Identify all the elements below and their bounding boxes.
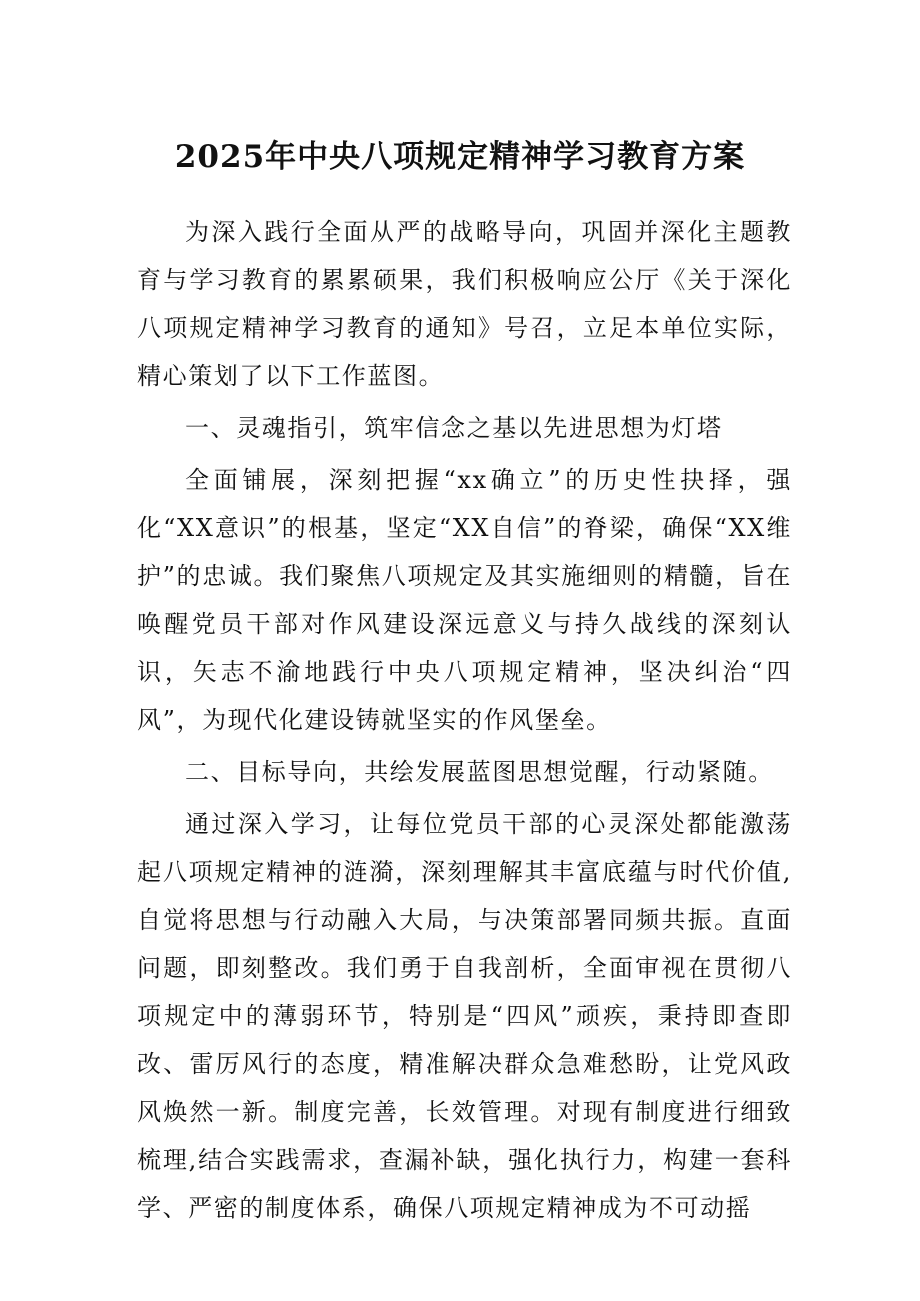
document-title: 2025年中央八项规定精神学习教育方案 xyxy=(174,138,746,175)
section-heading-1: 一、灵魂指引，筑牢信念之基以先进思想为灯塔 xyxy=(185,414,723,442)
section-1-paragraph: 全面铺展，深刻把握“xx确立”的历史性抉择，强化“XX意识”的根基，坚定“XX自信”的脊梁，确保“XX维护”的忠诚。我们聚焦八项规定及其实施细则的精髓，旨在唤醒党员干部对作风建设深远意义与持久战线的深刻认识，矢志不渝地践行中央八项规定精神，坚决纠治“四风”，为现代化建设铸就坚实的作风堡垒。 xyxy=(137,466,792,734)
document-body xyxy=(137,208,792,1236)
section-heading-2: 二、目标导向，共绘发展蓝图思想觉醒，行动紧随。 xyxy=(185,758,774,786)
section-2-paragraph: 通过深入学习，让每位党员干部的心灵深处都能激荡起八项规定精神的涟漪，深刻理解其丰富底蕴与时代价值,自觉将思想与行动融入大局，与决策部署同频共振。直面问题，即刻整改。我们勇于自我剖析，全面审视在贯彻八项规定中的薄弱环节，特别是“四风”顽疾，秉持即查即改、雷厉风行的态度，精准解决群众急难愁盼，让党风政风焕然一新。制度完善，长效管理。对现有制度进行细致梳理,结合实践需求，查漏补缺，强化执行力，构建一套科学、严密的制度体系，确保八项规定精神成为不可动摇 xyxy=(137,810,792,1222)
intro-paragraph: 为深入践行全面从严的战略导向，巩固并深化主题教育与学习教育的累累硕果，我们积极响应公厅《关于深化八项规定精神学习教育的通知》号召，立足本单位实际，精心策划了以下工作蓝图。 xyxy=(137,218,792,390)
